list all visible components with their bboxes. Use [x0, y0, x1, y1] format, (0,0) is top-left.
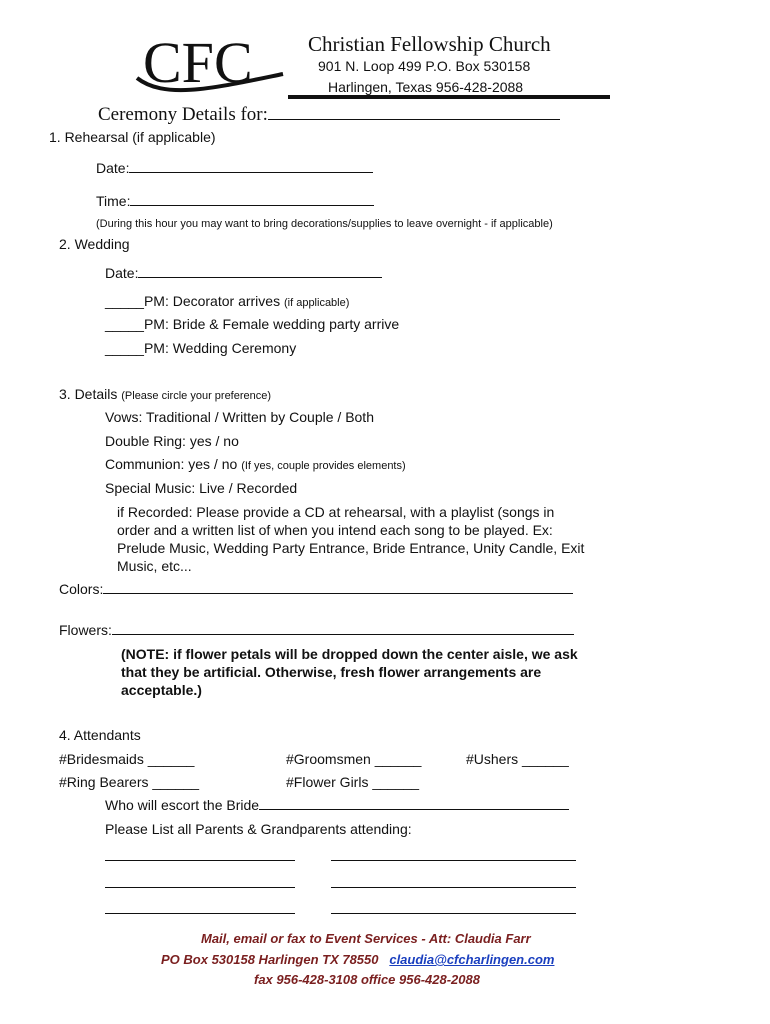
escort-label: Who will escort the Bride: [105, 797, 260, 813]
attendants-heading: 4. Attendants: [59, 727, 141, 743]
rehearsal-date-field[interactable]: [129, 160, 373, 173]
communion-row: [105, 456, 406, 472]
recorded-note-line-3: Prelude Music, Wedding Party Entrance, Bride Entrance, Unity Candle, Exit: [117, 540, 585, 556]
church-name: Christian Fellowship Church: [308, 32, 551, 56]
ceremony-time-field[interactable]: _____: [105, 340, 144, 356]
flowers-row: [59, 622, 574, 638]
ceremony-title-label: Ceremony Details for:: [98, 104, 268, 125]
recorded-note-line-1: if Recorded: Please provide a CD at rehearsal, with a playlist (songs in: [117, 504, 555, 520]
rehearsal-note: (During this hour you may want to bring decorations/supplies to leave overnight - if applicable): [96, 218, 553, 230]
bride-arrive-time-field[interactable]: _____: [105, 316, 144, 332]
address-line-1: 901 N. Loop 499 P.O. Box 530158: [318, 58, 531, 74]
cfc-logo: [135, 30, 285, 98]
rehearsal-time-label: Time:: [96, 193, 131, 209]
rehearsal-heading: 1. Rehearsal (if applicable): [49, 129, 216, 145]
rehearsal-time-row: [96, 193, 374, 209]
bridesmaids-field[interactable]: #Bridesmaids ______: [59, 751, 195, 767]
recorded-note: [117, 503, 584, 575]
wedding-date-row: [105, 265, 382, 281]
parent-field-1b[interactable]: [331, 860, 576, 861]
communion-note: (If yes, couple provides elements): [241, 460, 406, 472]
parent-field-2b[interactable]: [331, 887, 576, 888]
ceremony-row: [105, 340, 296, 356]
flowers-label: Flowers:: [59, 622, 112, 638]
ceremony-label: PM: Wedding Ceremony: [143, 340, 297, 356]
footer-line-3: fax 956-428-3108 office 956-428-2088: [254, 972, 480, 987]
escort-row: [105, 797, 569, 813]
wedding-date-label: Date:: [105, 265, 139, 281]
parent-field-2a[interactable]: [105, 887, 295, 888]
wedding-heading: 2. Wedding: [59, 236, 130, 252]
flowers-note-line-3: acceptable.): [121, 682, 202, 698]
rehearsal-time-field[interactable]: [130, 193, 374, 206]
ring-bearers-field[interactable]: #Ring Bearers ______: [59, 774, 200, 790]
escort-field[interactable]: [259, 797, 569, 810]
parents-label: Please List all Parents & Grandparents attending:: [105, 821, 412, 837]
double-ring-option[interactable]: Double Ring: yes / no: [105, 433, 239, 449]
address-line-2: Harlingen, Texas 956-428-2088: [328, 79, 524, 95]
colors-field[interactable]: [103, 581, 573, 594]
footer-line-2: [161, 952, 554, 967]
details-heading: 3. Details: [59, 386, 118, 402]
flowers-note: [121, 645, 578, 699]
cfc-logo-text: CFC: [143, 30, 253, 95]
recorded-note-line-2: order and a written list of when you intend each song to be played. Ex:: [117, 522, 553, 538]
footer-line-1: Mail, email or fax to Event Services - Att: Claudia Farr: [201, 931, 531, 946]
bride-arrive-row: [105, 316, 399, 332]
footer-address: PO Box 530158 Harlingen TX 78550: [161, 952, 379, 967]
colors-row: [59, 581, 573, 597]
decorator-note: (if applicable): [283, 297, 350, 309]
recorded-note-line-4: Music, etc...: [117, 558, 192, 574]
colors-label: Colors:: [59, 581, 104, 597]
parent-field-3b[interactable]: [331, 913, 576, 914]
flowers-note-line-2: that they be artificial. Otherwise, fresh flower arrangements are: [121, 664, 542, 680]
communion-option[interactable]: Communion: yes / no: [105, 456, 238, 472]
ceremony-title: [98, 104, 560, 126]
details-heading-row: [59, 386, 271, 402]
bride-arrive-label: PM: Bride & Female wedding party arrive: [143, 316, 400, 332]
ushers-field[interactable]: #Ushers ______: [466, 751, 569, 767]
groomsmen-field[interactable]: #Groomsmen ______: [286, 751, 422, 767]
flowers-note-line-1: (NOTE: if flower petals will be dropped down the center aisle, we ask: [121, 646, 578, 662]
parent-field-1a[interactable]: [105, 860, 295, 861]
special-music-option[interactable]: Special Music: Live / Recorded: [105, 480, 298, 496]
decorator-label: PM: Decorator arrives: [143, 293, 281, 309]
vows-option[interactable]: Vows: Traditional / Written by Couple / Both: [105, 409, 374, 425]
parent-field-3a[interactable]: [105, 913, 295, 914]
details-heading-note: (Please circle your preference): [121, 390, 272, 402]
ceremony-name-field[interactable]: [268, 107, 560, 120]
header-rule: [288, 95, 610, 99]
wedding-date-field[interactable]: [138, 265, 382, 278]
flowers-field[interactable]: [112, 622, 574, 635]
flower-girls-field[interactable]: #Flower Girls ______: [286, 774, 420, 790]
rehearsal-date-label: Date:: [96, 160, 130, 176]
footer-email-link[interactable]: claudia@cfcharlingen.com: [389, 952, 555, 967]
decorator-time-field[interactable]: _____: [105, 293, 144, 309]
decorator-row: [105, 293, 349, 309]
rehearsal-date-row: [96, 160, 373, 176]
